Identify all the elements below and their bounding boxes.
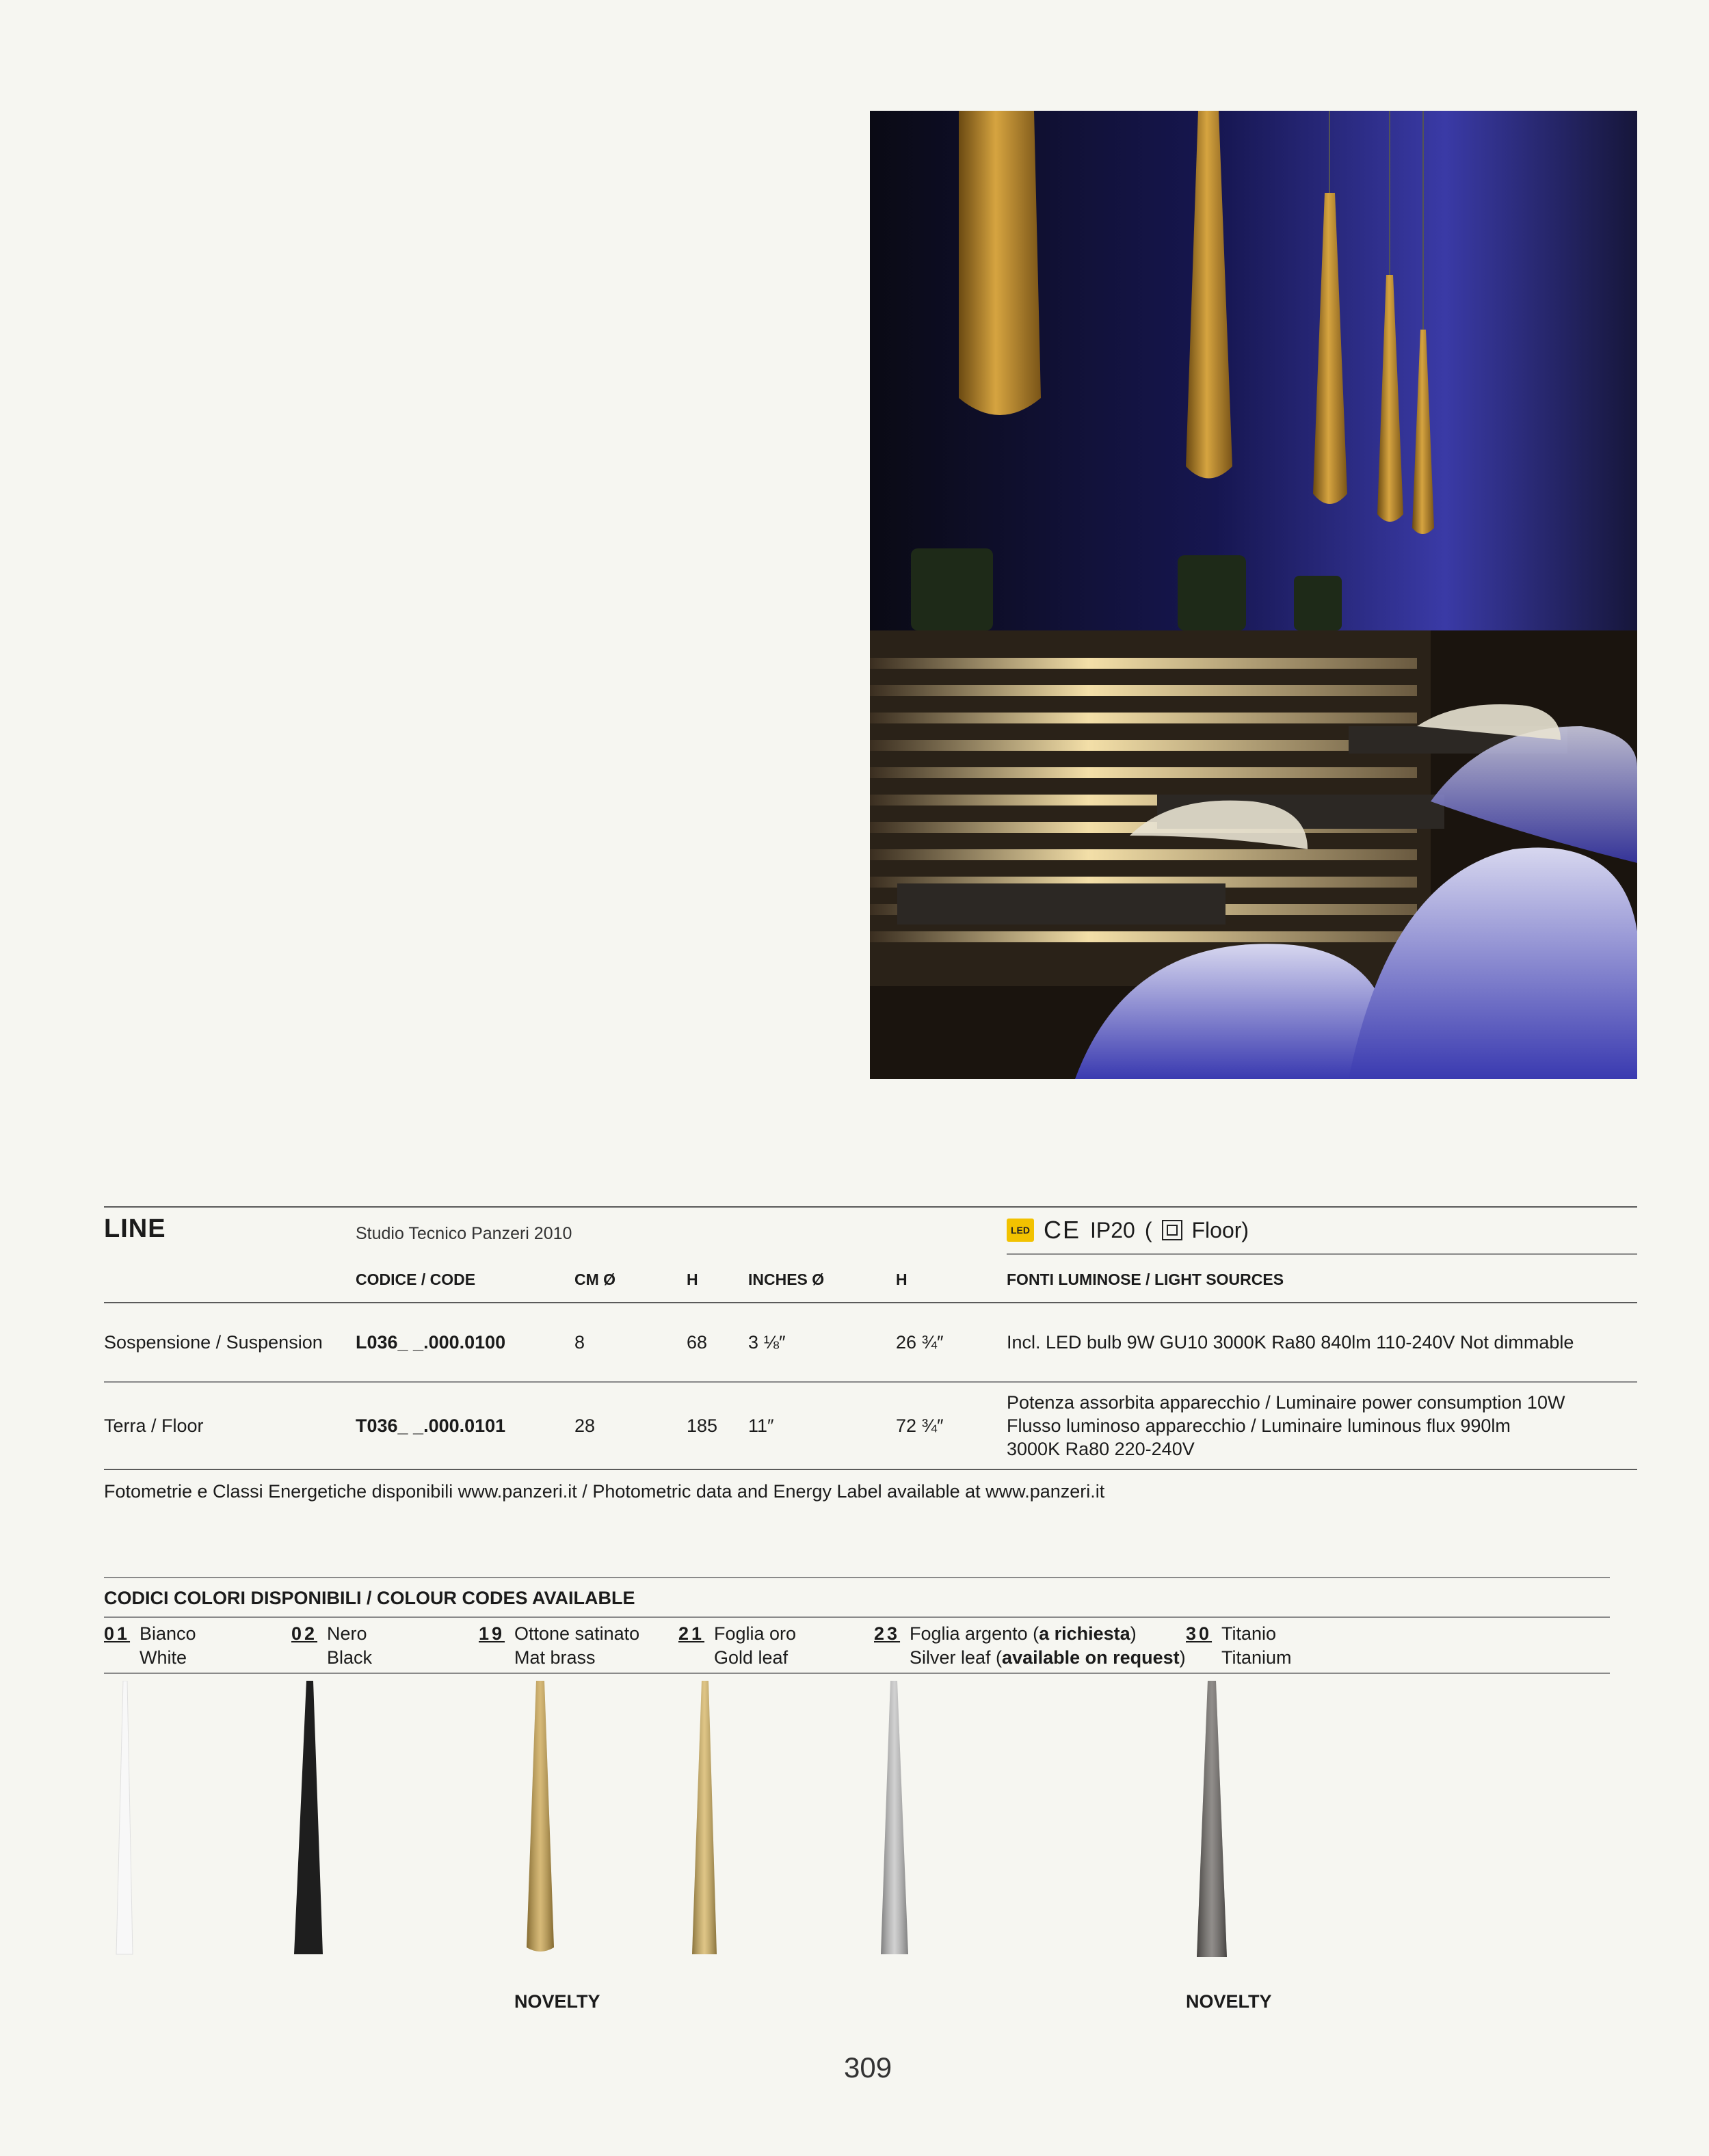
row-1-type: Sospensione / Suspension (104, 1332, 323, 1353)
row-2-inch-diameter: 11″ (748, 1415, 774, 1436)
colour-code: 21 (678, 1623, 705, 1644)
colour-21-label (714, 1622, 796, 1670)
colour-name-en (910, 1646, 1186, 1670)
photometric-footnote: Fotometrie e Classi Energetiche disponibili www.panzeri.it / Photometric data and Energy Label available at www.panzeri.it (104, 1481, 1105, 1502)
colour-code: 02 (291, 1623, 318, 1644)
colour-01 (104, 1623, 130, 1645)
floor-note-paren: ( (1144, 1217, 1152, 1242)
row-2-inch-height: 72 ¾″ (896, 1415, 944, 1436)
certifications (1007, 1216, 1249, 1245)
header-inch-height: H (896, 1270, 908, 1288)
colour-name-en: White (140, 1647, 187, 1668)
colours-bottom-rule (104, 1673, 1610, 1674)
novelty-label-titanium: NOVELTY (1186, 1991, 1272, 2012)
header-code: CODICE / CODE (356, 1270, 476, 1288)
colour-01-label (140, 1622, 196, 1670)
header-light-sources: FONTI LUMINOSE / LIGHT SOURCES (1007, 1270, 1284, 1288)
colour-name-en: Gold leaf (714, 1647, 789, 1668)
colour-19-label (514, 1622, 639, 1670)
ce-mark-icon: CE (1044, 1216, 1081, 1244)
led-icon: LED (1007, 1219, 1034, 1242)
lamp-white-icon (116, 1681, 133, 1954)
colour-30 (1186, 1623, 1212, 1645)
row-1-cm-diameter: 8 (574, 1332, 585, 1353)
colour-name-it: Titanio (1221, 1623, 1277, 1644)
colour-23-label (910, 1622, 1186, 1670)
colour-code: 19 (479, 1623, 505, 1644)
row-1-code: L036_ _.000.0100 (356, 1332, 506, 1353)
colour-name-en: Titanium (1221, 1647, 1292, 1668)
colours-top-rule (104, 1577, 1610, 1578)
row-1-inch-height: 26 ¾″ (896, 1332, 944, 1353)
product-title: LINE (104, 1214, 166, 1243)
row-2-light-source-2: Flusso luminoso apparecchio / Luminaire luminous flux 990lm (1007, 1415, 1511, 1436)
ip-rating: IP20 (1090, 1217, 1135, 1242)
colour-name-it: Ottone satinato (514, 1623, 640, 1644)
colour-02 (291, 1623, 317, 1645)
product-photo (870, 111, 1637, 1079)
row-1-cm-height: 68 (687, 1332, 708, 1353)
double-insulation-icon (1162, 1220, 1182, 1240)
row-rule (104, 1381, 1637, 1383)
top-rule (104, 1206, 1637, 1208)
header-rule (104, 1302, 1637, 1303)
colour-23 (874, 1623, 900, 1645)
colour-codes-title: CODICI COLORI DISPONIBILI / COLOUR CODES AVAILABLE (104, 1588, 635, 1608)
colour-30-label (1221, 1622, 1292, 1670)
colour-name-en: Black (327, 1647, 373, 1668)
row-2-code: T036_ _.000.0101 (356, 1415, 506, 1436)
restaurant-scene-image (870, 111, 1637, 1079)
header-inch-diameter: INCHES Ø (748, 1270, 825, 1288)
lamp-mat-brass-icon (527, 1681, 554, 1952)
colour-name-en-post: ) (1179, 1647, 1186, 1668)
colour-name-it: Foglia oro (714, 1623, 797, 1644)
colour-02-label (327, 1622, 372, 1670)
colour-name-it-post: ) (1130, 1623, 1137, 1644)
row-2-cm-height: 185 (687, 1415, 718, 1436)
row-2-type: Terra / Floor (104, 1415, 204, 1436)
colour-swatch-lamps (103, 1681, 1539, 1961)
colour-name-it-bold: a richiesta (1039, 1623, 1130, 1644)
lamp-black-icon (294, 1681, 323, 1954)
row-2-light-source-3: 3000K Ra80 220-240V (1007, 1439, 1195, 1459)
colour-name-en-pre: Silver leaf ( (910, 1647, 1003, 1668)
colour-code: 23 (874, 1623, 901, 1644)
colour-19 (479, 1623, 505, 1645)
novelty-label-brass: NOVELTY (514, 1991, 600, 2012)
colour-name-it: Nero (327, 1623, 367, 1644)
colour-code: 01 (104, 1623, 131, 1644)
cert-rule (1007, 1253, 1637, 1255)
colour-name-en-bold: available on request (1002, 1647, 1180, 1668)
lamp-silver-leaf-icon (881, 1681, 908, 1954)
colour-name-it-pre: Foglia argento ( (910, 1623, 1039, 1644)
lamp-gold-leaf-icon (692, 1681, 717, 1954)
colour-name-it (910, 1622, 1186, 1646)
colour-name-en: Mat brass (514, 1647, 596, 1668)
floor-note: Floor) (1191, 1217, 1249, 1242)
row-1-light-source: Incl. LED bulb 9W GU10 3000K Ra80 840lm 110-240V Not dimmable (1007, 1332, 1574, 1353)
row-2-light-source-1: Potenza assorbita apparecchio / Luminaire power consumption 10W (1007, 1392, 1565, 1413)
row-1-inch-diameter: 3 ⅛″ (748, 1332, 786, 1353)
colour-code: 30 (1186, 1623, 1213, 1644)
page-number: 309 (844, 2051, 892, 2084)
colour-name-it: Bianco (140, 1623, 196, 1644)
header-cm-height: H (687, 1270, 698, 1288)
designer: Studio Tecnico Panzeri 2010 (356, 1224, 572, 1243)
row-2-cm-diameter: 28 (574, 1415, 596, 1436)
colour-21 (678, 1623, 704, 1645)
lamp-titanium-icon (1197, 1681, 1227, 1957)
table-bottom-rule (104, 1469, 1637, 1470)
colours-title-rule (104, 1616, 1610, 1618)
header-cm-diameter: CM Ø (574, 1270, 616, 1288)
